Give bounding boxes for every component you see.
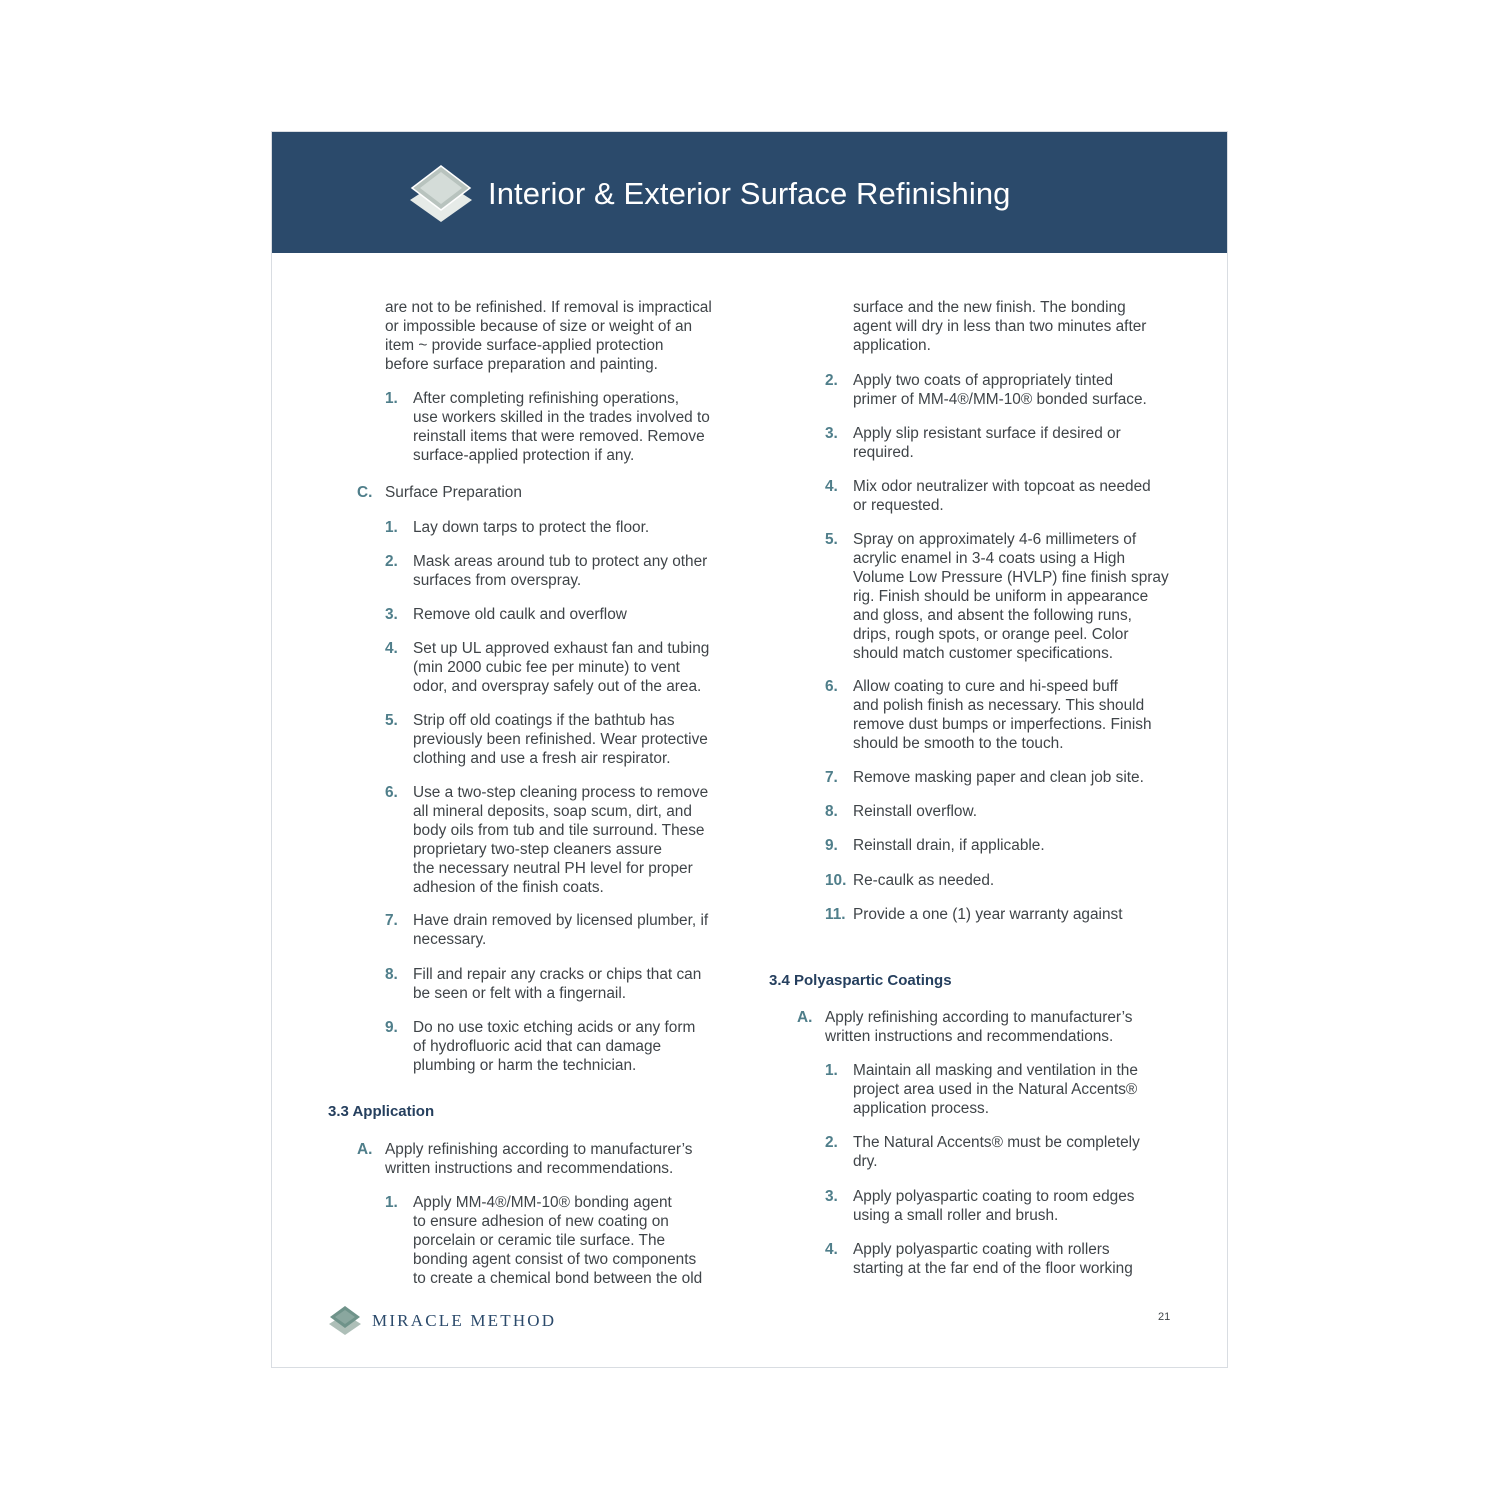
- list-item-line: Strip off old coatings if the bathtub has: [413, 712, 675, 729]
- intro-line: item ~ provide surface-applied protection: [385, 337, 664, 354]
- brand-name: MIRACLE METHOD: [372, 1311, 557, 1330]
- list-item-line: be seen or felt with a fingernail.: [413, 985, 627, 1002]
- list-item-line: Apply two coats of appropriately tinted: [853, 372, 1114, 389]
- list-number: 5.: [385, 712, 398, 729]
- list-number: 6.: [825, 678, 838, 695]
- page-title: Interior & Exterior Surface Refinishing: [488, 176, 1011, 211]
- list-number: 10.: [825, 872, 847, 889]
- list-item-line: Re-caulk as needed.: [853, 872, 995, 889]
- list-item-line: Allow coating to cure and hi-speed buff: [853, 678, 1118, 695]
- page-number: 21: [1158, 1311, 1171, 1323]
- list-item-line: surfaces from overspray.: [413, 572, 582, 589]
- list-item-line: the necessary neutral PH level for proper: [413, 860, 693, 877]
- list-item-line: and polish finish as necessary. This should: [853, 697, 1145, 714]
- list-item-line: required.: [853, 444, 914, 461]
- list-number: 9.: [385, 1019, 398, 1036]
- list-item-line: rig. Finish should be uniform in appearance: [853, 588, 1149, 605]
- list-item-line: Remove masking paper and clean job site.: [853, 769, 1144, 786]
- list-item-line: reinstall items that were removed. Remove: [413, 428, 705, 445]
- list-item-line: all mineral deposits, soap scum, dirt, and: [413, 803, 692, 820]
- list-item-line: starting at the far end of the floor working: [853, 1260, 1133, 1277]
- list-number: 3.: [385, 606, 398, 623]
- list-item-line: Reinstall overflow.: [853, 803, 978, 820]
- list-item-line: project area used in the Natural Accents®: [853, 1081, 1138, 1098]
- list-item-line: proprietary two-step cleaners assure: [413, 841, 662, 858]
- list-number: 8.: [385, 966, 398, 983]
- list-item-line: should match customer specifications.: [853, 645, 1114, 662]
- list-item-line: Have drain removed by licensed plumber, if: [413, 912, 709, 929]
- list-number: 1.: [825, 1062, 838, 1079]
- list-item-line: use workers skilled in the trades involved to: [413, 409, 710, 426]
- list-item-line: Maintain all masking and ventilation in the: [853, 1062, 1138, 1079]
- list-item-line: primer of MM-4®/MM-10® bonded surface.: [853, 391, 1147, 408]
- list-item-line: using a small roller and brush.: [853, 1207, 1059, 1224]
- list-item-line: adhesion of the finish coats.: [413, 879, 604, 896]
- list-number: 8.: [825, 803, 838, 820]
- section-letter: A.: [357, 1141, 373, 1158]
- list-item-line: porcelain or ceramic tile surface. The: [413, 1232, 666, 1249]
- list-item-line: of hydrofluoric acid that can damage: [413, 1038, 662, 1055]
- list-item-line: clothing and use a fresh air respirator.: [413, 750, 671, 767]
- paragraph-line: Apply refinishing according to manufacturer’s: [825, 1009, 1133, 1026]
- list-item-line: Provide a one (1) year warranty against: [853, 906, 1123, 923]
- list-item-line: plumbing or harm the technician.: [413, 1057, 637, 1074]
- list-item-line: remove dust bumps or imperfections. Finish: [853, 716, 1152, 733]
- list-number: 2.: [825, 1134, 838, 1151]
- list-item-line: The Natural Accents® must be completely: [853, 1134, 1140, 1151]
- list-item-line: Do no use toxic etching acids or any form: [413, 1019, 696, 1036]
- list-number: 11.: [825, 906, 846, 923]
- section-heading: 3.3 Application: [328, 1103, 435, 1120]
- list-number: 3.: [825, 425, 838, 442]
- list-item-line: Apply MM-4®/MM-10® bonding agent: [413, 1194, 672, 1211]
- list-item-line: should be smooth to the touch.: [853, 735, 1064, 752]
- list-item-line: Reinstall drain, if applicable.: [853, 837, 1045, 854]
- document-page: [271, 131, 1228, 1368]
- paragraph-line: Apply refinishing according to manufacturer’s: [385, 1141, 693, 1158]
- intro-line: or impossible because of size or weight of an: [385, 318, 693, 335]
- list-item-line: or requested.: [853, 497, 944, 514]
- list-item-line: Mix odor neutralizer with topcoat as needed: [853, 478, 1151, 495]
- list-number: 6.: [385, 784, 398, 801]
- list-item-line: Mask areas around tub to protect any other: [413, 553, 708, 570]
- list-number: 1.: [385, 390, 398, 407]
- continued-line: application.: [853, 337, 931, 354]
- list-item-line: necessary.: [413, 931, 487, 948]
- list-number: 7.: [825, 769, 838, 786]
- list-number: 3.: [825, 1188, 838, 1205]
- list-item-line: and gloss, and absent the following runs,: [853, 607, 1132, 624]
- list-item-line: odor, and overspray safely out of the area.: [413, 678, 702, 695]
- list-item-line: dry.: [853, 1153, 878, 1170]
- list-item-line: bonding agent consist of two components: [413, 1251, 697, 1268]
- list-item-line: (min 2000 cubic fee per minute) to vent: [413, 659, 680, 676]
- list-item-line: Apply polyaspartic coating with rollers: [853, 1241, 1110, 1258]
- list-item-line: drips, rough spots, or orange peel. Color: [853, 626, 1129, 643]
- section-letter: A.: [797, 1009, 813, 1026]
- section-heading: 3.4 Polyaspartic Coatings: [769, 972, 952, 989]
- list-item-line: After completing refinishing operations,: [413, 390, 680, 407]
- paragraph-line: written instructions and recommendations.: [385, 1160, 674, 1177]
- paragraph-line: written instructions and recommendations.: [825, 1028, 1114, 1045]
- list-item-line: acrylic enamel in 3-4 coats using a High: [853, 550, 1126, 567]
- diamond-logo-icon: [408, 162, 474, 228]
- list-number: 2.: [385, 553, 398, 570]
- list-item-line: previously been refinished. Wear protective: [413, 731, 708, 748]
- list-item-line: Lay down tarps to protect the floor.: [413, 519, 650, 536]
- list-item-line: to create a chemical bond between the old: [413, 1270, 703, 1287]
- list-item-line: Remove old caulk and overflow: [413, 606, 627, 623]
- list-item-line: application process.: [853, 1100, 990, 1117]
- continued-line: agent will dry in less than two minutes after: [853, 318, 1147, 335]
- diamond-logo-icon: [328, 1304, 362, 1338]
- list-number: 7.: [385, 912, 398, 929]
- page-header: [272, 132, 1227, 253]
- list-number: 1.: [385, 1194, 398, 1211]
- list-item-line: to ensure adhesion of new coating on: [413, 1213, 669, 1230]
- section-letter: C.: [357, 484, 373, 501]
- list-item-line: Fill and repair any cracks or chips that can: [413, 966, 702, 983]
- intro-line: are not to be refinished. If removal is impractical: [385, 299, 712, 316]
- intro-line: before surface preparation and painting.: [385, 356, 658, 373]
- list-number: 1.: [385, 519, 398, 536]
- list-item-line: Apply polyaspartic coating to room edges: [853, 1188, 1135, 1205]
- list-number: 4.: [825, 478, 838, 495]
- list-number: 9.: [825, 837, 838, 854]
- continued-line: surface and the new finish. The bonding: [853, 299, 1126, 316]
- list-item-line: body oils from tub and tile surround. These: [413, 822, 705, 839]
- list-item-line: Set up UL approved exhaust fan and tubing: [413, 640, 710, 657]
- list-item-line: Apply slip resistant surface if desired or: [853, 425, 1121, 442]
- section-title: Surface Preparation: [385, 484, 522, 501]
- list-item-line: Spray on approximately 4-6 millimeters of: [853, 531, 1137, 548]
- list-item-line: surface-applied protection if any.: [413, 447, 635, 464]
- list-item-line: Volume Low Pressure (HVLP) fine finish spray: [853, 569, 1169, 586]
- list-item-line: Use a two-step cleaning process to remove: [413, 784, 709, 801]
- list-number: 5.: [825, 531, 838, 548]
- list-number: 4.: [385, 640, 398, 657]
- list-number: 4.: [825, 1241, 838, 1258]
- list-number: 2.: [825, 372, 838, 389]
